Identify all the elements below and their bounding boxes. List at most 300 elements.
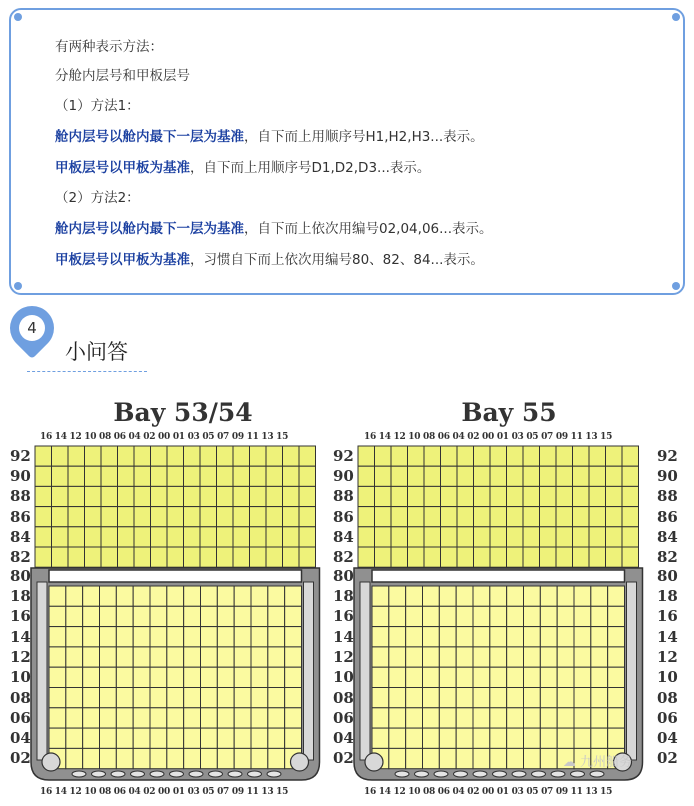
hold-cell bbox=[389, 728, 406, 748]
tier-label: 86 bbox=[657, 507, 678, 526]
deck-cell bbox=[299, 507, 316, 527]
hold-cell bbox=[406, 627, 423, 647]
hold-cell bbox=[184, 667, 201, 687]
double-bottom-hole bbox=[395, 771, 409, 777]
deck-cell bbox=[134, 446, 151, 466]
hold-cell bbox=[557, 688, 574, 708]
deck-cell bbox=[490, 486, 507, 506]
hold-cell bbox=[389, 647, 406, 667]
deck-cell bbox=[573, 486, 590, 506]
hold-cell bbox=[133, 667, 150, 687]
tier-label: 84 bbox=[657, 527, 678, 546]
hold-cell bbox=[150, 667, 167, 687]
hold-cell bbox=[372, 688, 389, 708]
hold-cell bbox=[439, 606, 456, 626]
hold-cell bbox=[116, 748, 133, 768]
hold-cell bbox=[133, 688, 150, 708]
hold-cell bbox=[540, 647, 557, 667]
tier-label: 14 bbox=[10, 627, 31, 646]
deck-cell bbox=[118, 507, 135, 527]
hold-cell bbox=[540, 688, 557, 708]
hold-cell bbox=[285, 627, 302, 647]
hold-cell bbox=[100, 688, 117, 708]
deck-cell bbox=[490, 547, 507, 567]
hold-cell bbox=[201, 647, 218, 667]
intro-line: （2）方法2： bbox=[55, 190, 140, 206]
hold-cell bbox=[473, 688, 490, 708]
hold-cell bbox=[201, 708, 218, 728]
tier-label: 06 bbox=[333, 708, 354, 727]
deck-cell bbox=[266, 527, 283, 547]
hold-cell bbox=[133, 647, 150, 667]
tier-label: 16 bbox=[657, 607, 678, 626]
double-bottom-hole bbox=[551, 771, 565, 777]
intro-line: 有两种表示方法： bbox=[55, 39, 163, 55]
deck-cell bbox=[490, 507, 507, 527]
hold-cell bbox=[83, 606, 100, 626]
deck-cell bbox=[283, 446, 300, 466]
hold-cell bbox=[439, 688, 456, 708]
tier-label: 82 bbox=[333, 548, 354, 566]
hold-cell bbox=[201, 667, 218, 687]
hatch-cover bbox=[49, 570, 302, 582]
hold-cell bbox=[100, 728, 117, 748]
deck-cell bbox=[118, 466, 135, 486]
hold-cell bbox=[406, 748, 423, 768]
hold-cell bbox=[83, 688, 100, 708]
deck-cell bbox=[200, 446, 217, 466]
hold-cell bbox=[557, 667, 574, 687]
deck-cell bbox=[523, 547, 540, 567]
deck-cell bbox=[266, 547, 283, 567]
hold-cell bbox=[372, 647, 389, 667]
hold-cell bbox=[150, 708, 167, 728]
tier-label: 14 bbox=[333, 627, 354, 646]
hold-cell bbox=[201, 627, 218, 647]
deck-cell bbox=[490, 466, 507, 486]
hold-cell bbox=[439, 627, 456, 647]
hold-cell bbox=[167, 627, 184, 647]
tier-label: 88 bbox=[10, 487, 31, 506]
hold-cell bbox=[524, 728, 541, 748]
hold-cell bbox=[524, 627, 541, 647]
deck-cell bbox=[540, 446, 557, 466]
deck-cell bbox=[490, 527, 507, 547]
hold-cell bbox=[540, 606, 557, 626]
deck-cell bbox=[134, 466, 151, 486]
deck-cell bbox=[68, 507, 85, 527]
hold-cell bbox=[66, 586, 83, 606]
hold-cell bbox=[66, 627, 83, 647]
hold-cell bbox=[116, 606, 133, 626]
deck-cell bbox=[134, 547, 151, 567]
tier-label: 16 bbox=[10, 607, 31, 626]
double-bottom-hole bbox=[92, 771, 106, 777]
deck-cell bbox=[606, 446, 623, 466]
deck-cell bbox=[200, 527, 217, 547]
hold-cell bbox=[372, 586, 389, 606]
hold-cell bbox=[507, 748, 524, 768]
hold-cell bbox=[150, 728, 167, 748]
hold-cell bbox=[83, 647, 100, 667]
hold-cell bbox=[389, 708, 406, 728]
deck-cell bbox=[556, 527, 573, 547]
deck-cell bbox=[474, 486, 491, 506]
hold-cell bbox=[473, 647, 490, 667]
hold-cell bbox=[507, 688, 524, 708]
deck-cell bbox=[167, 527, 184, 547]
intro-line: （1）方法1： bbox=[55, 98, 140, 114]
intro-line: 舱内层号以舱内最下一层为基准，自下而上用顺序号H1,H2,H3...表示。 bbox=[55, 129, 484, 145]
deck-cell bbox=[118, 547, 135, 567]
hold-cell bbox=[557, 586, 574, 606]
hold-cell bbox=[406, 586, 423, 606]
bilge-circle bbox=[365, 753, 383, 771]
deck-cell bbox=[151, 547, 168, 567]
hold-cell bbox=[507, 606, 524, 626]
deck-cell bbox=[217, 547, 234, 567]
hold-cell bbox=[423, 748, 440, 768]
hold-cell bbox=[268, 667, 285, 687]
hold-cell bbox=[251, 728, 268, 748]
hold-cell bbox=[133, 606, 150, 626]
deck-cell bbox=[299, 486, 316, 506]
hold-cell bbox=[116, 728, 133, 748]
deck-cell bbox=[358, 446, 375, 466]
deck-cell bbox=[184, 507, 201, 527]
deck-cell bbox=[589, 486, 606, 506]
deck-cell bbox=[391, 486, 408, 506]
hold-cell bbox=[423, 627, 440, 647]
double-bottom-hole bbox=[111, 771, 125, 777]
hold-cell bbox=[217, 708, 234, 728]
hold-cell bbox=[473, 708, 490, 728]
deck-cell bbox=[391, 466, 408, 486]
column-labels-bottom: 16 14 12 10 08 06 04 02 00 01 03 05 07 09 11 13 15 bbox=[364, 787, 613, 797]
hold-cell bbox=[456, 708, 473, 728]
bilge-circle bbox=[42, 753, 60, 771]
hold-cell bbox=[540, 748, 557, 768]
hold-cell bbox=[49, 688, 66, 708]
deck-cell bbox=[101, 547, 118, 567]
hold-cell bbox=[591, 688, 608, 708]
tier-label: 02 bbox=[10, 749, 31, 768]
hold-cell bbox=[285, 728, 302, 748]
deck-cell bbox=[457, 527, 474, 547]
hold-cell bbox=[116, 586, 133, 606]
intro-line: 舱内层号以舱内最下一层为基准，自下而上依次用编号02,04,06...表示。 bbox=[55, 221, 493, 237]
hold-cell bbox=[217, 627, 234, 647]
deck-cell bbox=[134, 527, 151, 547]
hold-cell bbox=[83, 627, 100, 647]
deck-cell bbox=[391, 446, 408, 466]
hold-cell bbox=[540, 708, 557, 728]
hold-cell bbox=[372, 627, 389, 647]
deck-cell bbox=[85, 486, 102, 506]
deck-cell bbox=[52, 466, 69, 486]
intro-line: 分舱内层号和甲板层号 bbox=[55, 68, 190, 84]
hold-cell bbox=[201, 728, 218, 748]
deck-cell bbox=[200, 466, 217, 486]
hold-cell bbox=[473, 667, 490, 687]
hold-cell bbox=[285, 667, 302, 687]
card-corner-dot bbox=[14, 282, 22, 290]
tier-label: 16 bbox=[333, 607, 354, 626]
deck-cell bbox=[573, 527, 590, 547]
hold-cell bbox=[251, 627, 268, 647]
hold-cell bbox=[456, 748, 473, 768]
hold-cell bbox=[49, 627, 66, 647]
hold-cell bbox=[100, 708, 117, 728]
deck-cell bbox=[441, 486, 458, 506]
tier-label: 90 bbox=[333, 467, 354, 486]
hold-cell bbox=[557, 627, 574, 647]
double-bottom-hole bbox=[454, 771, 468, 777]
hold-cell bbox=[439, 708, 456, 728]
deck-cell bbox=[266, 446, 283, 466]
deck-cell bbox=[85, 527, 102, 547]
hold-cell bbox=[268, 748, 285, 768]
tier-label: 04 bbox=[333, 729, 354, 748]
wing-tank bbox=[627, 582, 637, 760]
hold-cell bbox=[490, 627, 507, 647]
deck-cell bbox=[474, 527, 491, 547]
hold-cell bbox=[507, 708, 524, 728]
deck-cell bbox=[52, 547, 69, 567]
hold-cell bbox=[423, 728, 440, 748]
hold-cell bbox=[574, 647, 591, 667]
deck-cell bbox=[35, 446, 52, 466]
tier-label: 18 bbox=[10, 587, 31, 605]
hold-cell bbox=[490, 586, 507, 606]
hold-cell bbox=[456, 627, 473, 647]
section-title: 小问答 bbox=[65, 340, 128, 364]
hold-cell bbox=[66, 708, 83, 728]
deck-cell bbox=[556, 507, 573, 527]
deck-cell bbox=[622, 466, 639, 486]
hold-cell bbox=[490, 647, 507, 667]
hold-cell bbox=[251, 708, 268, 728]
deck-cell bbox=[233, 547, 250, 567]
hold-cell bbox=[49, 667, 66, 687]
deck-cell bbox=[606, 507, 623, 527]
hold-cell bbox=[184, 606, 201, 626]
deck-cell bbox=[375, 547, 392, 567]
hold-cell bbox=[574, 728, 591, 748]
hold-cell bbox=[591, 667, 608, 687]
hold-cell bbox=[100, 606, 117, 626]
hold-cell bbox=[83, 708, 100, 728]
deck-cell bbox=[408, 507, 425, 527]
hold-cell bbox=[100, 586, 117, 606]
double-bottom-hole bbox=[415, 771, 429, 777]
hold-cell bbox=[473, 606, 490, 626]
hold-cell bbox=[251, 647, 268, 667]
deck-cell bbox=[200, 507, 217, 527]
tier-label: 88 bbox=[333, 487, 354, 506]
hold-cell bbox=[167, 647, 184, 667]
hold-cell bbox=[372, 708, 389, 728]
deck-cell bbox=[217, 446, 234, 466]
deck-cell bbox=[408, 547, 425, 567]
deck-cell bbox=[622, 446, 639, 466]
hold-cell bbox=[507, 627, 524, 647]
double-bottom-hole bbox=[189, 771, 203, 777]
hold-cell bbox=[201, 606, 218, 626]
hold-cell bbox=[406, 606, 423, 626]
card-corner-dot bbox=[672, 13, 680, 21]
hold-cell bbox=[285, 647, 302, 667]
hold-cell bbox=[150, 688, 167, 708]
hold-cell bbox=[540, 586, 557, 606]
hold-cell bbox=[66, 606, 83, 626]
deck-cell bbox=[151, 507, 168, 527]
deck-cell bbox=[424, 446, 441, 466]
deck-cell bbox=[523, 446, 540, 466]
hold-cell bbox=[524, 667, 541, 687]
hold-cell bbox=[608, 688, 625, 708]
deck-cell bbox=[250, 507, 267, 527]
deck-cell bbox=[68, 446, 85, 466]
deck-cell bbox=[391, 507, 408, 527]
hold-cell bbox=[251, 606, 268, 626]
tier-label: 84 bbox=[10, 527, 31, 546]
tier-label: 10 bbox=[333, 668, 354, 687]
tier-label: 08 bbox=[10, 688, 31, 707]
tier-label: 04 bbox=[657, 729, 678, 748]
tier-label: 08 bbox=[657, 688, 678, 707]
tier-label: 80 bbox=[10, 567, 31, 585]
deck-cell bbox=[167, 466, 184, 486]
hold-cell bbox=[100, 748, 117, 768]
double-bottom-hole bbox=[131, 771, 145, 777]
tier-label: 08 bbox=[333, 688, 354, 707]
deck-cell bbox=[283, 466, 300, 486]
hold-cell bbox=[234, 688, 251, 708]
hold-cell bbox=[507, 667, 524, 687]
deck-cell bbox=[266, 507, 283, 527]
deck-cell bbox=[52, 446, 69, 466]
hold-cell bbox=[423, 708, 440, 728]
hold-cell bbox=[217, 586, 234, 606]
deck-cell bbox=[184, 466, 201, 486]
deck-cell bbox=[68, 466, 85, 486]
watermark-text: ☁ 九州船务 bbox=[562, 755, 632, 770]
tier-label: 88 bbox=[657, 487, 678, 506]
hold-cell bbox=[406, 667, 423, 687]
hold-cell bbox=[524, 688, 541, 708]
deck-cell bbox=[283, 486, 300, 506]
hold-cell bbox=[268, 728, 285, 748]
column-labels-top: 16 14 12 10 08 06 04 02 00 01 03 05 07 09 11 13 15 bbox=[364, 432, 613, 442]
hold-cell bbox=[608, 647, 625, 667]
deck-cell bbox=[606, 547, 623, 567]
hold-cell bbox=[217, 748, 234, 768]
hold-cell bbox=[184, 708, 201, 728]
deck-cell bbox=[35, 507, 52, 527]
deck-cell bbox=[217, 486, 234, 506]
hold-cell bbox=[423, 586, 440, 606]
deck-cell bbox=[556, 486, 573, 506]
deck-cell bbox=[441, 446, 458, 466]
deck-cell bbox=[424, 486, 441, 506]
deck-cell bbox=[408, 486, 425, 506]
hold-cell bbox=[251, 586, 268, 606]
hold-cell bbox=[608, 728, 625, 748]
hold-cell bbox=[389, 688, 406, 708]
deck-cell bbox=[540, 527, 557, 547]
hatch-cover bbox=[372, 570, 625, 582]
hold-cell bbox=[217, 647, 234, 667]
hold-cell bbox=[116, 708, 133, 728]
deck-cell bbox=[233, 527, 250, 547]
hold-cell bbox=[372, 667, 389, 687]
hold-cell bbox=[591, 586, 608, 606]
deck-cell bbox=[52, 527, 69, 547]
hold-cell bbox=[423, 647, 440, 667]
deck-cell bbox=[68, 486, 85, 506]
hold-cell bbox=[406, 728, 423, 748]
deck-cell bbox=[85, 446, 102, 466]
hold-cell bbox=[184, 647, 201, 667]
deck-cell bbox=[85, 547, 102, 567]
deck-cell bbox=[233, 446, 250, 466]
tier-label: 10 bbox=[657, 668, 678, 687]
deck-cell bbox=[101, 466, 118, 486]
tier-label: 18 bbox=[333, 587, 354, 605]
hold-cell bbox=[268, 586, 285, 606]
bilge-circle bbox=[291, 753, 309, 771]
hold-cell bbox=[167, 748, 184, 768]
deck-cell bbox=[250, 547, 267, 567]
tier-label: 86 bbox=[333, 507, 354, 526]
deck-cell bbox=[375, 527, 392, 547]
double-bottom-hole bbox=[170, 771, 184, 777]
hold-cell bbox=[184, 586, 201, 606]
deck-cell bbox=[589, 507, 606, 527]
deck-cell bbox=[118, 486, 135, 506]
hold-cell bbox=[608, 627, 625, 647]
deck-cell bbox=[101, 507, 118, 527]
deck-cell bbox=[233, 466, 250, 486]
hold-cell bbox=[490, 688, 507, 708]
deck-cell bbox=[217, 527, 234, 547]
deck-cell bbox=[299, 466, 316, 486]
section-number: 4 bbox=[19, 315, 45, 341]
tier-label: 90 bbox=[10, 467, 31, 486]
deck-cell bbox=[424, 466, 441, 486]
bay-plan-figure bbox=[0, 384, 694, 806]
hold-cell bbox=[184, 688, 201, 708]
intro-line: 甲板层号以甲板为基准，自下而上用顺序号D1,D2,D3...表示。 bbox=[55, 160, 431, 176]
deck-cell bbox=[457, 547, 474, 567]
deck-cell bbox=[167, 486, 184, 506]
hold-cell bbox=[66, 688, 83, 708]
hold-cell bbox=[406, 688, 423, 708]
deck-cell bbox=[507, 466, 524, 486]
deck-cell bbox=[457, 466, 474, 486]
tier-label: 02 bbox=[657, 749, 678, 768]
tier-label: 92 bbox=[333, 447, 354, 465]
hold-cell bbox=[268, 688, 285, 708]
bay-title: Bay 55 bbox=[461, 398, 557, 427]
deck-cell bbox=[358, 527, 375, 547]
tier-label: 92 bbox=[10, 447, 31, 465]
hold-cell bbox=[490, 667, 507, 687]
deck-cell bbox=[52, 486, 69, 506]
deck-cell bbox=[507, 486, 524, 506]
hold-cell bbox=[372, 606, 389, 626]
